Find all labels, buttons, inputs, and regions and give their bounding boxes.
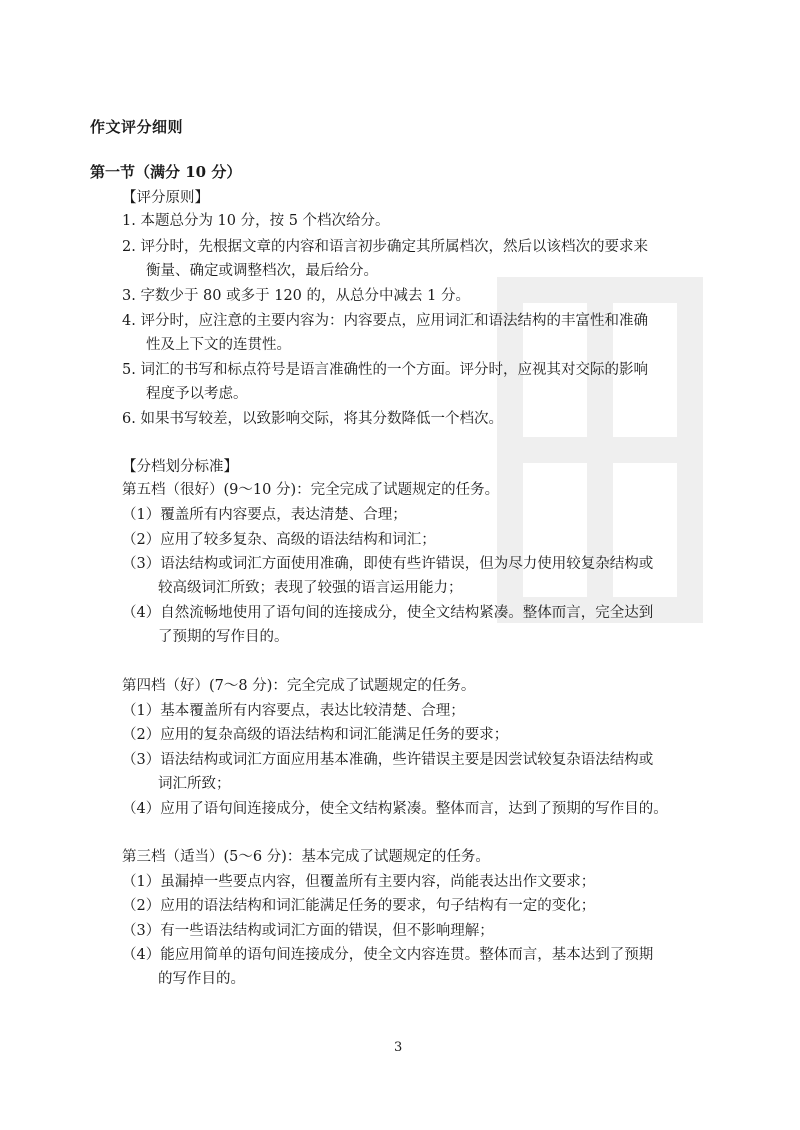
level-3-item-2: （2）应用的语法结构和词汇能满足任务的要求，句子结构有一定的变化； (122, 898, 596, 914)
document-title: 作文评分细则 (90, 118, 184, 136)
level-5-item-4-line-2: 了预期的写作目的。 (158, 629, 289, 645)
level-3-item-3: （3）有一些语法结构或词汇方面的错误，但不影响理解； (122, 923, 494, 939)
level-4-item-1: （1）基本覆盖所有内容要点，表达比较清楚、合理； (122, 703, 465, 719)
grading-heading: 【分档划分标准】 (122, 459, 238, 475)
principle-3-line-1: 3. 字数少于 80 或多于 120 的，从总分中减去 1 分。 (122, 288, 470, 304)
level-3-item-4-line-1: （4）能应用简单的语句间连接成分，使全文内容连贯。整体而言，基本达到了预期 (122, 947, 654, 963)
principles-heading: 【评分原则】 (122, 190, 209, 206)
section-heading: 第一节（满分 10 分） (90, 163, 242, 181)
level-4-item-3-line-1: （3）语法结构或词汇方面应用基本准确，些许错误主要是因尝试较复杂语法结构或 (122, 752, 654, 768)
level-4-item-2: （2）应用的复杂高级的语法结构和词汇能满足任务的要求； (122, 727, 509, 743)
level-4-title: 第四档（好）(7～8 分)：完全完成了试题规定的任务。 (122, 678, 476, 694)
watermark-icon (470, 250, 730, 650)
level-5-item-1: （1）覆盖所有内容要点，表达清楚、合理； (122, 507, 407, 523)
principle-5-line-1: 5. 词汇的书写和标点符号是语言准确性的一个方面。评分时，应视其对交际的影响 (122, 362, 648, 378)
level-3-item-4-line-2: 的写作目的。 (158, 971, 245, 987)
level-5-item-3-line-1: （3）语法结构或词汇方面使用准确，即使有些许错误，但为尽力使用较复杂结构或 (122, 556, 654, 572)
principle-4-line-1: 4. 评分时，应注意的主要内容为：内容要点，应用词汇和语法结构的丰富性和准确 (122, 313, 648, 329)
principle-4-line-2: 性及上下文的连贯性。 (146, 337, 291, 353)
level-5-item-3-line-2: 较高级词汇所致；表现了较强的语言运用能力； (158, 580, 463, 596)
level-4-item-3-line-2: 词汇所致； (158, 776, 231, 792)
level-5-item-4-line-1: （4）自然流畅地使用了语句间的连接成分，使全文结构紧凑。整体而言，完全达到 (122, 605, 654, 621)
principle-1-line-1: 1. 本题总分为 10 分，按 5 个档次给分。 (122, 213, 390, 229)
level-5-item-2: （2）应用了较多复杂、高级的语法结构和词汇； (122, 532, 436, 548)
principle-5-line-2: 程度予以考虑。 (146, 386, 248, 402)
principle-6-line-1: 6. 如果书写较差，以致影响交际，将其分数降低一个档次。 (122, 411, 503, 427)
principle-2-line-2: 衡量、确定或调整档次，最后给分。 (146, 263, 378, 279)
level-5-title: 第五档（很好）(9～10 分)：完全完成了试题规定的任务。 (122, 482, 500, 498)
level-3-item-1: （1）虽漏掉一些要点内容，但覆盖所有主要内容，尚能表达出作文要求； (122, 874, 596, 890)
level-4-item-4: （4）应用了语句间连接成分，使全文结构紧凑。整体而言，达到了预期的写作目的。 (122, 801, 668, 817)
page-number: 3 (394, 1040, 403, 1055)
level-3-title: 第三档（适当）(5～6 分)：基本完成了试题规定的任务。 (122, 849, 490, 865)
principle-2-line-1: 2. 评分时，先根据文章的内容和语言初步确定其所属档次，然后以该档次的要求来 (122, 239, 648, 255)
